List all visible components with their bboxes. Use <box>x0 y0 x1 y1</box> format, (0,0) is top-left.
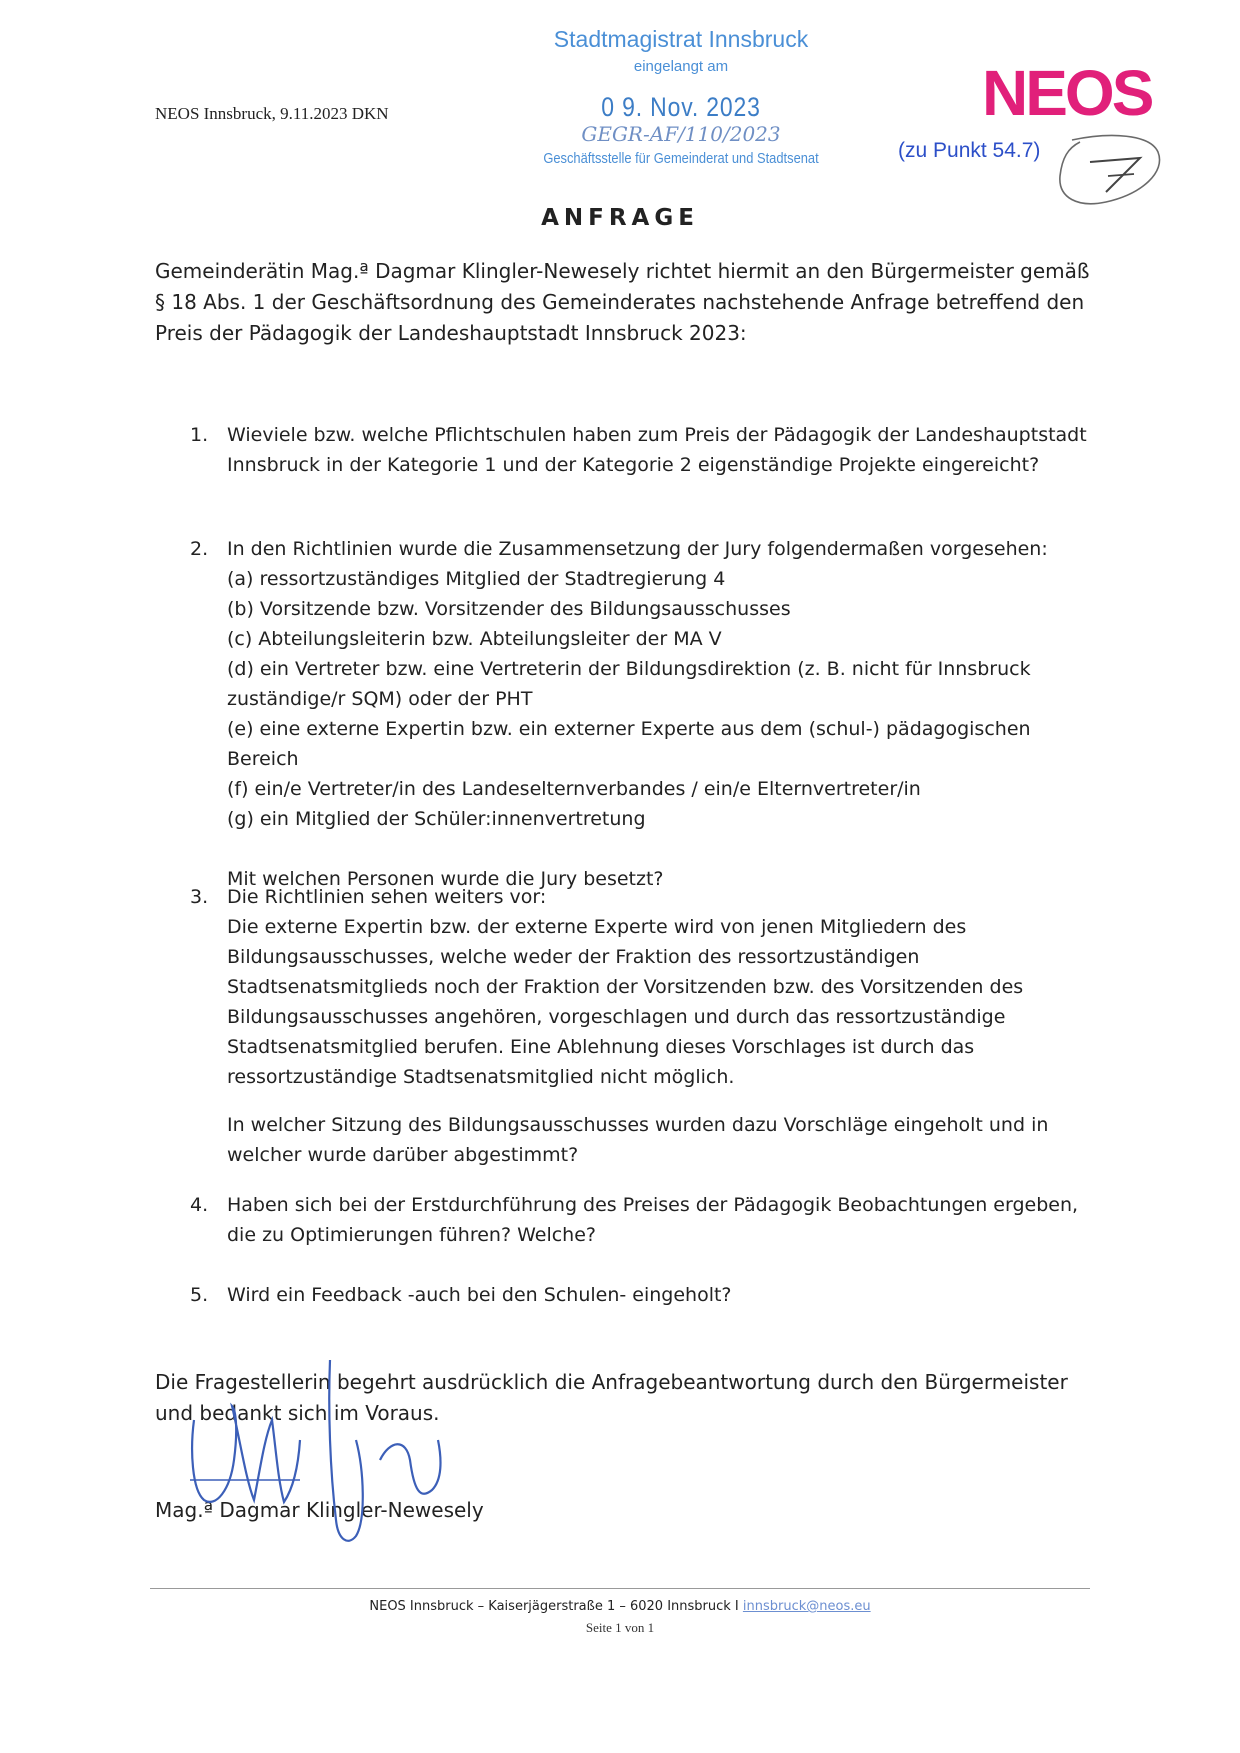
signature-icon <box>180 1350 450 1550</box>
question-number: 4. <box>190 1194 209 1216</box>
signer-name: Mag.ª Dagmar Klingler-Newesely <box>155 1498 484 1522</box>
footer-address-line <box>0 1599 1240 1614</box>
question-4 <box>190 1190 1090 1250</box>
document-title: ANFRAGE <box>541 205 699 231</box>
jury-item-c: (c) Abteilungsleiterin bzw. Abteilungsleiter der MA V <box>227 628 722 650</box>
question-number: 5. <box>190 1284 209 1306</box>
sender-line: NEOS Innsbruck, 9.11.2023 DKN <box>155 104 389 123</box>
stamp-reference: GEGR-AF/110/2023 <box>581 122 781 146</box>
question-1 <box>190 420 1090 480</box>
question-lead: Die Richtlinien sehen weiters vor: <box>227 886 547 908</box>
stamp-office: Geschäftsstelle für Gemeinderat und Stadtsenat <box>543 150 819 167</box>
question-number: 3. <box>190 886 209 908</box>
question-2 <box>190 534 1090 894</box>
jury-item-e: (e) eine externe Expertin bzw. ein externer Experte aus dem (schul-) pädagogischen Bereich <box>227 718 1031 770</box>
question-3 <box>190 882 1090 1170</box>
agenda-reference: (zu Punkt 54.7) <box>898 139 1041 162</box>
question-text: Wieviele bzw. welche Pflichtschulen haben zum Preis der Pädagogik der Landeshauptstadt Innsbruck in der Kategorie 1 und der Kategorie 2 eigenständige Projekte eingereicht? <box>227 424 1087 476</box>
question-text: Wird ein Feedback -auch bei den Schulen- eingeholt? <box>227 1284 732 1306</box>
question-5 <box>190 1280 1090 1310</box>
jury-item-f: (f) ein/e Vertreter/in des Landeselternverbandes / ein/e Elternvertreter/in <box>227 778 921 800</box>
guideline-quote: Die externe Expertin bzw. der externe Experte wird von jenen Mitgliedern des Bildungsausschusses, welche weder der Fraktion des ressortzuständigen Stadtsenatsmitglieds noch der Fraktion der Vorsitzenden bzw. des Vorsitzenden des Bildungsausschusses angehören, vorgeschlagen und durch das ressortzuständige Stadtsenatsmitglied berufen. Eine Ablehnung dieses Vorschlages ist durch das ressortzuständige Stadtsenatsmitglied nicht möglich. <box>227 916 1024 1088</box>
handwritten-seven-icon <box>1050 128 1170 212</box>
stamp-authority: Stadtmagistrat Innsbruck <box>553 26 809 52</box>
jury-item-b: (b) Vorsitzende bzw. Vorsitzender des Bildungsausschusses <box>227 598 791 620</box>
question-text: In welcher Sitzung des Bildungsausschusses wurden dazu Vorschläge eingeholt und in welcher wurde darüber abgestimmt? <box>227 1114 1049 1166</box>
question-lead: In den Richtlinien wurde die Zusammensetzung der Jury folgendermaßen vorgesehen: <box>227 538 1048 560</box>
stamp-date: 0 9. Nov. 2023 <box>601 92 761 122</box>
jury-item-a: (a) ressortzuständiges Mitglied der Stadtregierung 4 <box>227 568 726 590</box>
closing-paragraph: Die Fragestellerin begehrt ausdrücklich die Anfragebeantwortung durch den Bürgermeister und bedankt sich im Voraus. <box>155 1370 1068 1425</box>
jury-item-g: (g) ein Mitglied der Schüler:innenvertretung <box>227 808 646 830</box>
footer-address: NEOS Innsbruck – Kaiserjägerstraße 1 – 6020 Innsbruck I <box>369 1599 743 1614</box>
intro-paragraph: Gemeinderätin Mag.ª Dagmar Klingler-Newesely richtet hiermit an den Bürgermeister gemäß § 18 Abs. 1 der Geschäftsordnung des Gemeinderates nachstehende Anfrage betreffend den Preis der Pädagogik der Landeshauptstadt Innsbruck 2023: <box>155 259 1090 345</box>
stamp-received-label: eingelangt am <box>633 58 729 75</box>
question-number: 2. <box>190 538 209 560</box>
question-text: Mit welchen Personen wurde die Jury besetzt? <box>227 868 664 890</box>
page-number: Seite 1 von 1 <box>585 1620 655 1635</box>
footer-email-link[interactable]: innsbruck@neos.eu <box>742 1599 871 1614</box>
jury-item-d: (d) ein Vertreter bzw. eine Vertreterin der Bildungsdirektion (z. B. nicht für Innsbruck zuständige/r SQM) oder der PHT <box>227 658 1031 710</box>
neos-logo: NEOS <box>982 57 1152 129</box>
question-text: Haben sich bei der Erstdurchführung des Preises der Pädagogik Beobachtungen ergeben, die zu Optimierungen führen? Welche? <box>227 1194 1079 1246</box>
footer-divider <box>150 1588 1090 1589</box>
question-number: 1. <box>190 424 209 446</box>
